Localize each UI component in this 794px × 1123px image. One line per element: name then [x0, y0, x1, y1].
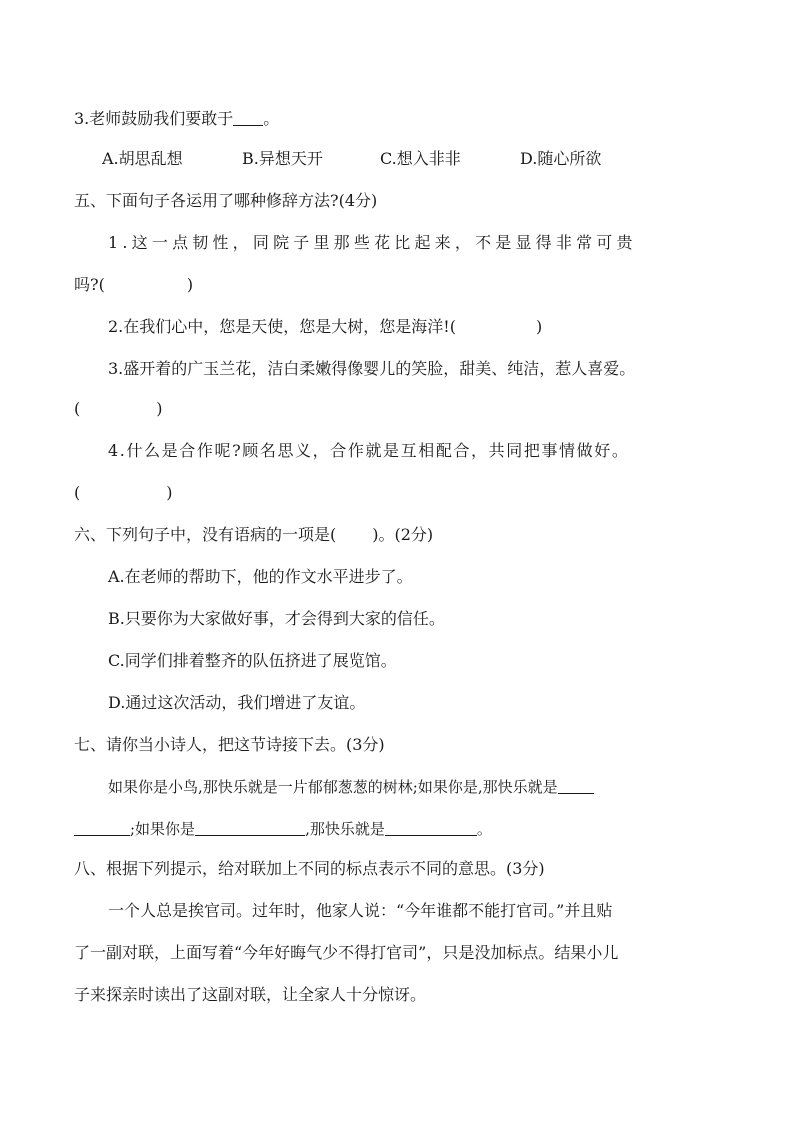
s5-item-2: [108, 316, 768, 338]
s5-item-4-close: ): [166, 483, 173, 502]
s6-option-c[interactable]: C.同学们排着整齐的队伍挤进了展览馆。: [108, 651, 397, 670]
s5-item-3-line2: [74, 398, 734, 420]
s8-para-line1: 一个人总是挨官司。过年时，他家人说：“今年谁都不能打官司。”并且贴: [108, 901, 613, 920]
s5-item-1-line1: 1.这一点韧性，同院子里那些花比起来，不是显得非常可贵: [108, 233, 637, 252]
s7-poem-text: 如果你是小鸟,那快乐就是一片郁郁葱葱的树林;如果你是,那快乐就是: [108, 778, 558, 796]
q3-answer-blank[interactable]: [233, 109, 263, 126]
s7-poem-line2: [74, 818, 734, 840]
s6-heading-text: 六、下列句子中，没有语病的一项是(: [74, 525, 337, 544]
s5-item-4-open: (: [74, 483, 81, 502]
s7-poem-text-2: ;如果你是: [130, 820, 196, 838]
q3-stem-text: 3.老师鼓励我们要敢于: [74, 109, 234, 128]
s5-item-3-line1: 3.盛开着的广玉兰花，洁白柔嫩得像婴儿的笑脸，甜美、纯洁，惹人喜爱。: [108, 359, 636, 378]
s6-option-b[interactable]: B.只要你为大家做好事，才会得到大家的信任。: [108, 609, 445, 628]
s5-item-3-open: (: [74, 399, 81, 418]
s8-para-line3: 子来探亲时读出了这副对联，让全家人十分惊讶。: [74, 985, 427, 1004]
section-7-heading: 七、请你当小诗人，把这节诗接下去。(3分): [74, 735, 385, 754]
q3-option-a[interactable]: A.胡思乱想: [102, 149, 183, 168]
s5-item-3-close: ): [156, 399, 163, 418]
s7-poem-end: 。: [476, 820, 492, 838]
s5-item-4-line1: 4.什么是合作呢?顾名思义，合作就是互相配合，共同把事情做好。: [108, 441, 630, 460]
s5-item-1-line2: [74, 274, 734, 296]
s6-option-d[interactable]: D.通过这次活动，我们增进了友谊。: [108, 693, 366, 712]
s7-poem-text-3: ,那快乐就是: [305, 820, 385, 838]
q3-option-b[interactable]: B.异想天开: [242, 149, 323, 168]
s6-option-a[interactable]: A.在老师的帮助下，他的作文水平进步了。: [108, 567, 413, 586]
s7-blank-3[interactable]: [385, 819, 477, 836]
s8-para-line2: 了一副对联，上面写着“今年好晦气少不得打官司”，只是没加标点。结果小儿: [74, 943, 619, 962]
s5-item-2-close: ): [535, 317, 543, 336]
section-8-heading: 八、根据下列提示，给对联加上不同的标点表示不同的意思。(3分): [74, 859, 545, 878]
q3-stem: [74, 108, 734, 130]
s6-heading-tail: )。(2分): [372, 525, 434, 544]
section-6-heading: [74, 524, 734, 546]
s7-poem-line1: [108, 776, 768, 798]
s5-item-1-open: 吗?(: [74, 275, 105, 294]
s7-blank-1-cont[interactable]: [74, 819, 130, 836]
s5-item-4-line2: [74, 482, 734, 504]
q3-option-d[interactable]: D.随心所欲: [520, 149, 602, 168]
section-5-heading: 五、下面句子各运用了哪种修辞方法?(4分): [74, 191, 378, 210]
s5-item-2-text: 2.在我们心中，您是天使，您是大树，您是海洋!(: [108, 317, 456, 336]
q3-tail: 。: [263, 109, 280, 128]
q3-options: [74, 148, 734, 170]
s5-item-1-close: ): [186, 275, 194, 294]
s7-blank-1[interactable]: [558, 777, 594, 794]
s7-blank-2[interactable]: [195, 819, 305, 836]
q3-option-c[interactable]: C.想入非非: [380, 149, 461, 168]
